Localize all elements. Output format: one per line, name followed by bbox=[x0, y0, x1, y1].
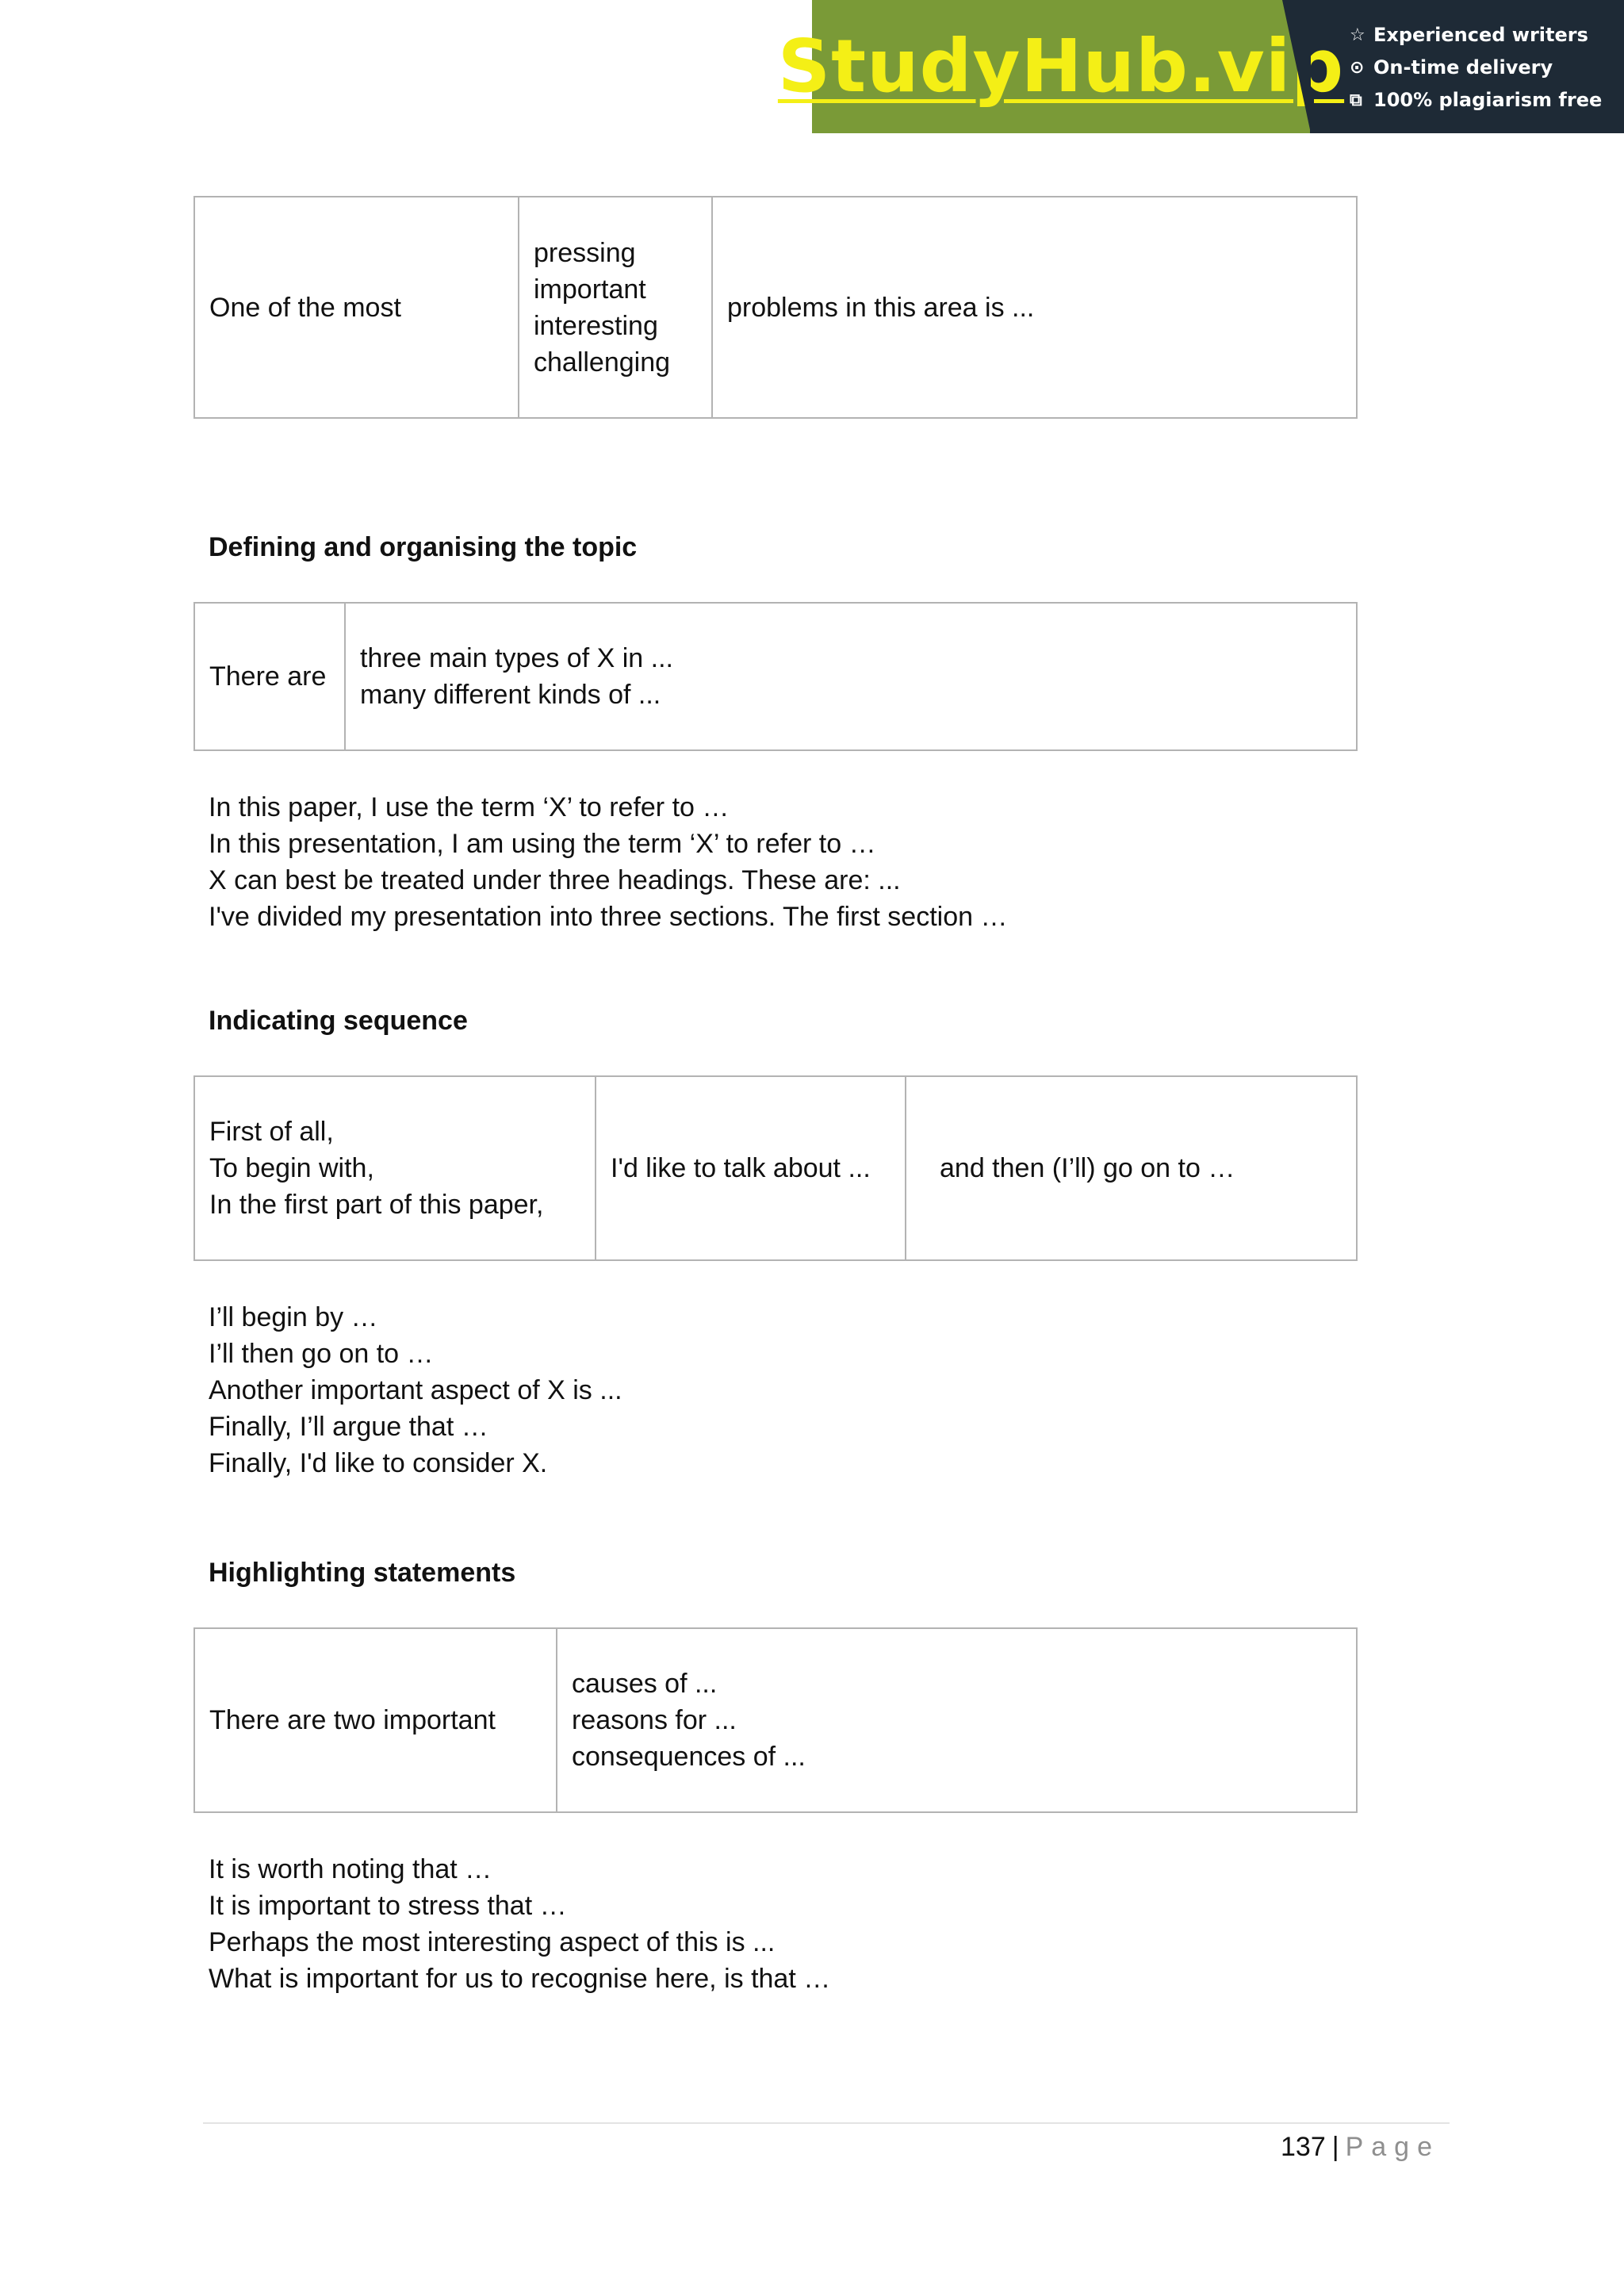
clock-icon: ⊙ bbox=[1350, 58, 1365, 78]
studyhub-banner[interactable] bbox=[777, 0, 1624, 133]
section-heading: Highlighting statements bbox=[209, 1558, 516, 1588]
list-item: I’ll begin by … bbox=[209, 1302, 378, 1332]
copy-icon: ⧉ bbox=[1350, 90, 1362, 110]
table-cell: There are two important bbox=[194, 1628, 557, 1812]
phrase-table-defining bbox=[193, 602, 1358, 751]
list-item: In this paper, I use the term ‘X’ to refer to … bbox=[209, 792, 730, 822]
page-label: Page bbox=[1345, 2132, 1440, 2162]
list-item: Finally, I’ll argue that … bbox=[209, 1412, 488, 1442]
brand-logo[interactable] bbox=[777, 0, 1345, 133]
feature-label: On-time delivery bbox=[1373, 56, 1553, 79]
table-cell: There are bbox=[194, 603, 345, 750]
phrase-list bbox=[209, 1851, 830, 1997]
list-item: It is important to stress that … bbox=[209, 1891, 567, 1921]
brand-name: StudyHub.vip bbox=[777, 24, 1345, 109]
list-item: I've divided my presentation into three sections. The first section … bbox=[209, 902, 1008, 932]
page-number bbox=[1281, 2129, 1440, 2165]
list-item: Perhaps the most interesting aspect of this is ... bbox=[209, 1927, 776, 1957]
footer-divider bbox=[203, 2122, 1450, 2124]
table-cell: three main types of X in ... many different kinds of ... bbox=[345, 603, 1357, 750]
feature-item bbox=[1350, 52, 1624, 84]
phrase-list bbox=[209, 789, 1007, 935]
phrase-table-problems bbox=[193, 196, 1358, 419]
list-item: Finally, I'd like to consider X. bbox=[209, 1448, 548, 1478]
table-cell: I'd like to talk about ... bbox=[596, 1076, 906, 1260]
section-heading: Indicating sequence bbox=[209, 1006, 468, 1036]
list-item: I’ll then go on to … bbox=[209, 1339, 434, 1369]
section-heading: Defining and organising the topic bbox=[209, 532, 638, 562]
list-item: Another important aspect of X is ... bbox=[209, 1375, 622, 1405]
list-item: What is important for us to recognise here, is that … bbox=[209, 1964, 831, 1994]
list-item: It is worth noting that … bbox=[209, 1854, 492, 1884]
table-cell: First of all, To begin with, In the first part of this paper, bbox=[194, 1076, 596, 1260]
feature-item bbox=[1350, 19, 1624, 52]
feature-label: 100% plagiarism free bbox=[1373, 89, 1603, 111]
feature-label: Experienced writers bbox=[1373, 24, 1588, 46]
table-cell: causes of ... reasons for ... consequences of ... bbox=[557, 1628, 1357, 1812]
page-separator: | bbox=[1331, 2132, 1339, 2162]
table-cell: and then (I’ll) go on to … bbox=[906, 1076, 1357, 1260]
list-item: X can best be treated under three headings. These are: ... bbox=[209, 865, 901, 895]
table-cell: pressing important interesting challenging bbox=[519, 197, 712, 418]
phrase-list bbox=[209, 1299, 622, 1481]
star-icon: ☆ bbox=[1350, 25, 1365, 45]
table-cell: problems in this area is ... bbox=[712, 197, 1357, 418]
list-item: In this presentation, I am using the term ‘X’ to refer to … bbox=[209, 829, 876, 859]
feature-item bbox=[1350, 84, 1624, 117]
phrase-table-sequence bbox=[193, 1075, 1358, 1261]
page-number-value: 137 bbox=[1281, 2132, 1326, 2162]
table-cell: One of the most bbox=[194, 197, 519, 418]
phrase-table-highlighting bbox=[193, 1627, 1358, 1813]
feature-list bbox=[1310, 0, 1624, 133]
